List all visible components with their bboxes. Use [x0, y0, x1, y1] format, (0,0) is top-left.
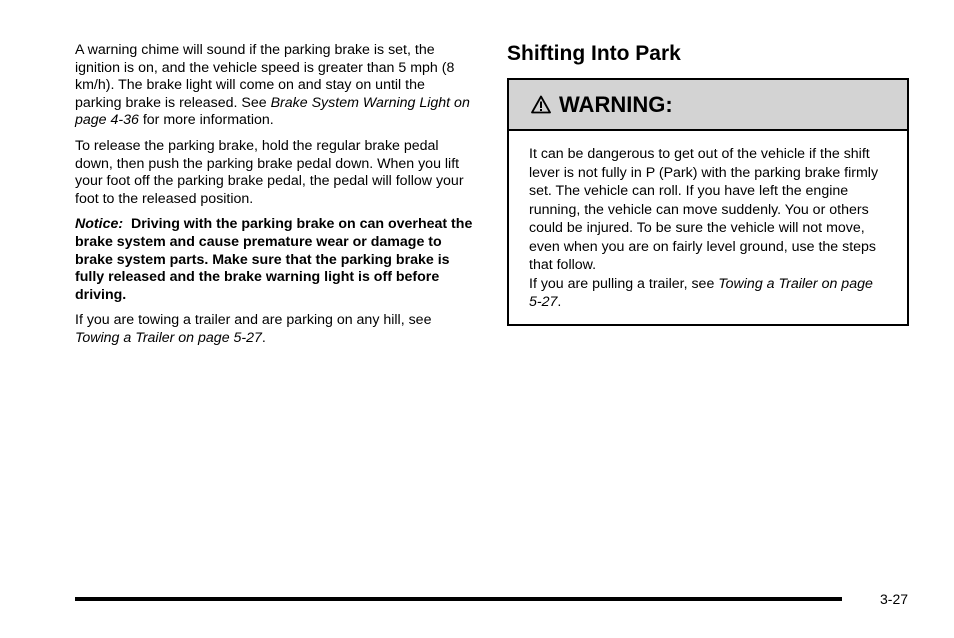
warning-trailer-reference[interactable]: Towing a Trailer on page 5-27	[529, 275, 873, 310]
left-column	[75, 42, 475, 356]
right-column	[507, 38, 909, 310]
notice-paragraph	[75, 216, 475, 304]
release-brake-paragraph: To release the parking brake, hold the regular brake pedal down, then push the parking brake pedal down. When you lift your foot off the parking brake pedal, the pedal will follow your foot to the released position.	[75, 137, 464, 207]
towing-paragraph	[75, 312, 475, 347]
warning-trailer-text: If you are pulling a trailer, see	[529, 275, 719, 292]
notice-label: Notice:	[75, 216, 124, 233]
notice-text: Driving with the parking brake on can overheat the brake system and cause premature wear or damage to brake system parts. Make sure that the parking brake is fully released and the brake warning light is off before driving.	[75, 216, 473, 303]
warning-box	[507, 78, 909, 326]
towing-text: If you are towing a trailer and are parking on any hill, see	[75, 312, 432, 329]
chime-text-end: for more information.	[138, 112, 274, 129]
warning-text: It can be dangerous to get out of the vehicle if the shift lever is not fully in P (Park) with the parking brake firmly set. The vehicle can roll. If you have left the engine running, the vehicle can move suddenly. You or others could be injured. To be sure the vehicle will not move, even when you are on fairly level ground, use the steps that follow.	[529, 146, 879, 273]
footer-rule	[75, 597, 842, 601]
page-number: 3-27	[880, 591, 909, 607]
towing-text-end: .	[261, 329, 266, 346]
chime-paragraph	[75, 42, 475, 130]
brake-warning-light-reference[interactable]: Brake System Warning Light on page 4-36	[75, 94, 470, 129]
warning-title: WARNING:	[559, 91, 673, 117]
warning-header	[509, 80, 907, 131]
towing-trailer-reference[interactable]: Towing a Trailer on page 5-27	[75, 329, 262, 346]
section-title: Shifting Into Park	[507, 42, 681, 65]
warning-trailer-end: .	[557, 294, 562, 310]
warning-triangle-icon	[531, 95, 551, 114]
warning-body	[509, 131, 907, 324]
chime-text: A warning chime will sound if the parking brake is set, the ignition is on, and the vehicle speed is greater than 5 mph (8 km/h). The brake light will come on and stay on until the parking brake is released. See	[75, 42, 455, 111]
warning-trailer-paragraph	[529, 275, 887, 312]
